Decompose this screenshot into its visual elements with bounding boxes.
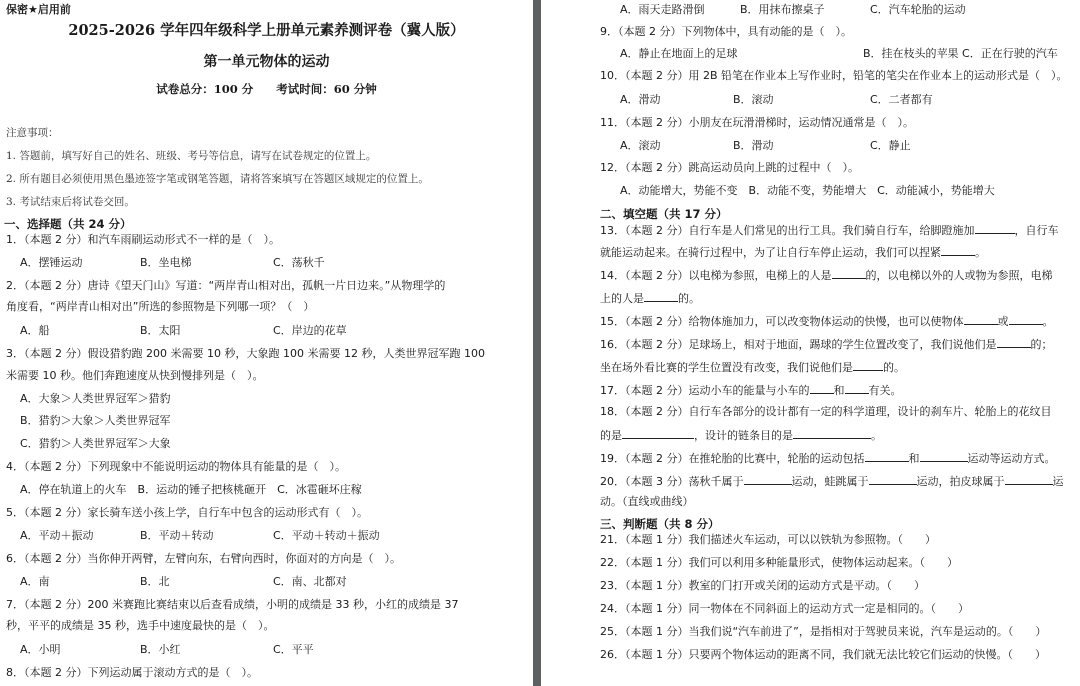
question-21: 21．（本题 1 分）我们描述火车运动，可以以铁轨为参照物。（ ） bbox=[600, 533, 936, 546]
question-14-cont: 上的人是 的。 bbox=[600, 292, 700, 305]
option: C．二者都有 bbox=[870, 93, 933, 106]
question-26: 26．（本题 1 分）只要两个物体运动的距离不同，我们就无法比较它们运动的快慢。（ ） bbox=[600, 648, 1046, 661]
question-1: 1．（本题 2 分）和汽车雨刷运动形式不一样的是（ ）。 bbox=[6, 233, 280, 246]
option: A．平动＋振动 bbox=[20, 529, 94, 542]
question-16: 16．（本题 2 分）足球场上，相对于地面，踢球的学生位置改变了，我们说他们是 的； bbox=[600, 338, 1053, 351]
option: C．荡秋千 bbox=[273, 256, 325, 269]
option: A．南 bbox=[20, 575, 50, 588]
question-20-cont: 动。（直线或曲线） bbox=[600, 495, 694, 508]
option: B．滑动 bbox=[733, 139, 774, 152]
notice-item: 2. 所有题目必须使用黑色墨迹签字笔或钢笔答题，请将答案填写在答题区域规定的位置上。 bbox=[6, 173, 429, 185]
page-gap bbox=[533, 0, 541, 686]
option: A．雨天走路滑倒 bbox=[620, 3, 705, 16]
option: B．滚动 bbox=[733, 93, 774, 106]
question-22: 22．（本题 1 分）我们可以利用多种能量形式，使物体运动起来。（ ） bbox=[600, 556, 958, 569]
option: A．船 bbox=[20, 324, 50, 337]
question-6: 6．（本题 2 分）当你伸开两臂，左臂向东，右臂向西时，你面对的方向是（ ）。 bbox=[6, 552, 401, 565]
unit-subtitle: 第一单元物体的运动 bbox=[203, 54, 330, 70]
notice-item: 1. 答题前，填写好自己的姓名、班级、考号等信息，请写在试卷规定的位置上。 bbox=[6, 150, 377, 162]
question-10: 10．（本题 2 分）用 2B 铅笔在作业本上写作业时，铅笔的笔尖在作业本上的运动形式是（ ）。 bbox=[600, 69, 1068, 82]
option: A．停在轨道上的火车 B．运动的锤子把核桃砸开 C．冰雹砸坏庄稼 bbox=[20, 483, 362, 496]
question-7: 7．（本题 2 分）200 米赛跑比赛结束以后查看成绩，小明的成绩是 33 秒，小红的成绩是 37 bbox=[6, 598, 459, 611]
option: B．平动＋转动 bbox=[140, 529, 214, 542]
section-heading-choice: 一、选择题（共 24 分） bbox=[4, 217, 132, 231]
question-15: 15．（本题 2 分）给物体施加力，可以改变物体运动的快慢，也可以使物体 或 。 bbox=[600, 315, 1054, 328]
exam-info bbox=[0, 82, 533, 96]
question-17: 17．（本题 2 分）运动小车的能量与小车的 和 有关。 bbox=[600, 384, 902, 397]
option: A．静止在地面上的足球 bbox=[620, 47, 738, 60]
option: A．滑动 bbox=[620, 93, 661, 106]
question-4: 4．（本题 2 分）下列现象中不能说明运动的物体具有能量的是（ ）。 bbox=[6, 460, 346, 473]
question-14: 14．（本题 2 分）以电梯为参照，电梯上的人是 的，以电梯以外的人或物为参照，电梯 bbox=[600, 269, 1053, 282]
question-9: 9．（本题 2 分）下列物体中，具有动能的是（ ）。 bbox=[600, 25, 852, 38]
confidential-mark: 保密★启用前 bbox=[6, 3, 71, 16]
option: A．滚动 bbox=[620, 139, 661, 152]
option: C．汽车轮胎的运动 bbox=[870, 3, 966, 16]
question-18-cont: 的是 ，设计的链条目的是 。 bbox=[600, 429, 882, 442]
option: A．摆锤运动 bbox=[20, 256, 83, 269]
question-7-cont: 秒，平平的成绩是 35 秒，选手中速度最快的是（ ）。 bbox=[6, 619, 275, 632]
option: B．用抹布擦桌子 bbox=[740, 3, 825, 16]
notice-title: 注意事项： bbox=[6, 127, 59, 139]
question-20: 20．（本题 3 分）荡秋千属于 运动，蛙跳属于 运动，拍皮球属于 运 bbox=[600, 475, 1064, 488]
exam-page-right bbox=[541, 0, 1080, 686]
question-16-cont: 坐在场外看比赛的学生位置没有改变，我们说他们是 的。 bbox=[600, 361, 905, 374]
option: B．挂在枝头的苹果 C．正在行驶的汽车 bbox=[863, 47, 1058, 60]
question-3: 3．（本题 2 分）假设猎豹跑 200 米需要 10 秒，大象跑 100 米需要 12 秒，人类世界冠军跑 100 bbox=[6, 347, 485, 360]
question-3-cont: 米需要 10 秒。他们奔跑速度从快到慢排列是（ ）。 bbox=[6, 369, 264, 382]
question-13-cont: 就能运动起来。在骑行过程中，为了让自行车停止运动，我们可以捏紧 。 bbox=[600, 246, 986, 259]
option: A．小明 bbox=[20, 643, 61, 656]
question-2: 2．（本题 2 分）唐诗《望天门山》写道：“两岸青山相对出，孤帆一片日边来。”从物理学的 bbox=[6, 279, 446, 292]
question-24: 24．（本题 1 分）同一物体在不同斜面上的运动方式一定是相同的。（ ） bbox=[600, 602, 969, 615]
option: B．小红 bbox=[140, 643, 181, 656]
option: A．大象＞人类世界冠军＞猎豹 bbox=[20, 392, 171, 405]
option: B．太阳 bbox=[140, 324, 181, 337]
question-23: 23．（本题 1 分）教室的门打开或关闭的运动方式是平动。（ ） bbox=[600, 579, 925, 592]
notice-item: 3. 考试结束后将试卷交回。 bbox=[6, 196, 135, 208]
option: C．猎豹＞人类世界冠军＞大象 bbox=[20, 437, 171, 450]
option: C．岸边的花草 bbox=[273, 324, 347, 337]
option: B．猎豹＞大象＞人类世界冠军 bbox=[20, 414, 171, 427]
question-12: 12．（本题 2 分）跳高运动员向上跳的过程中（ ）。 bbox=[600, 161, 859, 174]
question-13: 13．（本题 2 分）自行车是人们常见的出行工具。我们骑自行车，给脚蹬施加 ，自行车 bbox=[600, 224, 1059, 237]
option: B．北 bbox=[140, 575, 170, 588]
exam-title: 2025-2026 学年四年级科学上册单元素养测评卷（冀人版） bbox=[68, 22, 465, 39]
option: C．静止 bbox=[870, 139, 911, 152]
option: C．南、北都对 bbox=[273, 575, 347, 588]
section-heading-fill: 二、填空题（共 17 分） bbox=[600, 207, 728, 221]
section-heading-judge: 三、判断题（共 8 分） bbox=[600, 517, 720, 531]
question-5: 5．（本题 2 分）家长骑车送小孩上学，自行车中包含的运动形式有（ ）。 bbox=[6, 506, 368, 519]
question-11: 11．（本题 2 分）小朋友在玩滑滑梯时，运动情况通常是（ ）。 bbox=[600, 116, 914, 129]
option: C．平动＋转动＋振动 bbox=[273, 529, 380, 542]
exam-time: 考试时间：60 分钟 bbox=[276, 82, 377, 96]
question-25: 25．（本题 1 分）当我们说“汽车前进了”，是指相对于驾驶员来说，汽车是运动的。（ ） bbox=[600, 625, 1047, 638]
question-2-cont: 角度看，“两岸青山相对出”所选的参照物是下列哪一项？（ ） bbox=[6, 300, 315, 313]
option: B．坐电梯 bbox=[140, 256, 192, 269]
question-8: 8．（本题 2 分）下列运动属于滚动方式的是（ ）。 bbox=[6, 666, 258, 679]
total-score: 试卷总分：100 分 bbox=[156, 82, 254, 96]
option: A．动能增大，势能不变 B．动能不变，势能增大 C．动能减小，势能增大 bbox=[620, 184, 995, 197]
option: C．平平 bbox=[273, 643, 314, 656]
exam-page-left bbox=[0, 0, 533, 686]
question-19: 19．（本题 2 分）在推轮胎的比赛中，轮胎的运动包括 和 运动等运动方式。 bbox=[600, 452, 1056, 465]
question-18: 18．（本题 2 分）自行车各部分的设计都有一定的科学道理，设计的刹车片、轮胎上的花纹目 bbox=[600, 405, 1052, 418]
